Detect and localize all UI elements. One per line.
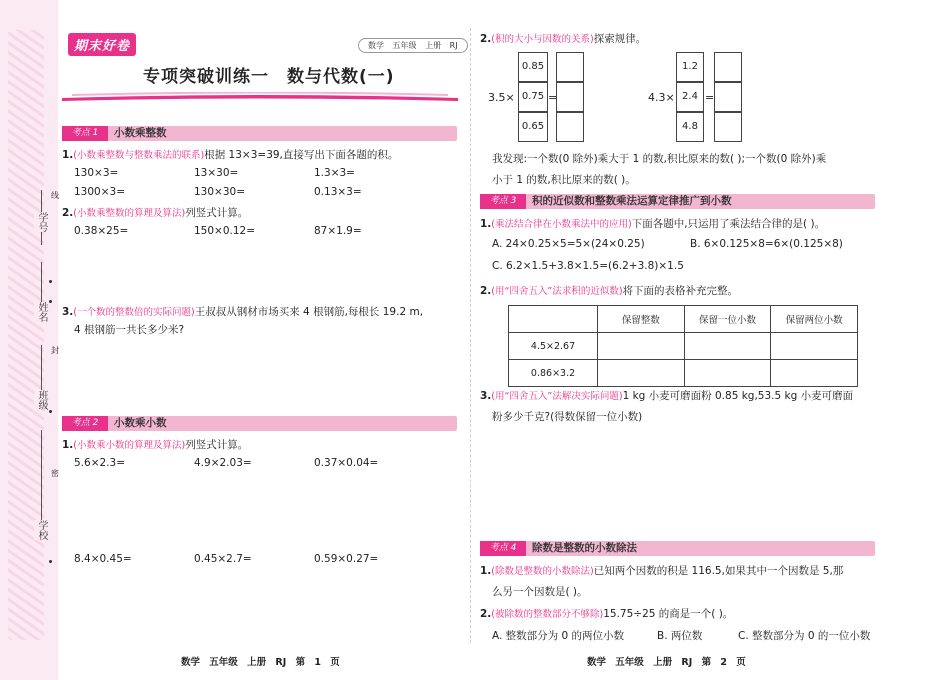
- option-a[interactable]: A. 24×0.25×5=5×(24×0.25): [492, 238, 645, 250]
- sidebar-dot: [49, 560, 52, 563]
- question-text: 下面各题中,只运用了乘法结合律的是( )。: [631, 218, 826, 230]
- question-text: 已知两个因数的积是 116.5,如果其中一个因数是 5,那: [593, 565, 844, 577]
- question-1-1: [62, 147, 398, 162]
- question-topic: (小数乘整数的算理及算法): [73, 208, 186, 219]
- pattern-factor-b: 4.3×: [648, 91, 675, 104]
- table-cell-answer[interactable]: [598, 360, 685, 387]
- table-header: 保留两位小数: [771, 306, 858, 333]
- question-text: 探索规律。: [593, 33, 647, 45]
- expression: 5.6×2.3=: [74, 457, 125, 469]
- sidebar-label-name: 姓名: [36, 302, 47, 322]
- question-3-3: [480, 388, 853, 403]
- question-text: 王叔叔从钢材市场买来 4 根钢筋,每根长 19.2 m,: [194, 306, 424, 318]
- question-4-2: [480, 606, 733, 621]
- breadcrumb-item: RJ: [449, 41, 458, 50]
- option-a[interactable]: A. 整数部分为 0 的两位小数: [492, 630, 625, 642]
- expression: 0.38×25=: [74, 225, 129, 237]
- section-header-2: [62, 416, 457, 431]
- option-b[interactable]: B. 两位数: [657, 630, 703, 642]
- pattern-factor-a: 3.5×: [488, 91, 515, 104]
- question-topic: (小数乘小数的算理及算法): [73, 440, 186, 451]
- table-cell-answer[interactable]: [771, 360, 858, 387]
- expression: 0.59×0.27=: [314, 553, 379, 565]
- pattern-value: 2.4: [676, 82, 704, 112]
- section-tag: 考点 1: [62, 126, 108, 141]
- question-topic: (用“四舍五入”法求积的近似数): [491, 286, 623, 297]
- section-title: 小数乘小数: [114, 417, 167, 429]
- question-number: 2.: [62, 207, 74, 219]
- question-topic: (积的大小与因数的关系): [491, 34, 594, 45]
- equals-sign: =: [705, 91, 715, 104]
- cut-mark-tight: 密: [51, 469, 59, 478]
- page-footer-right: 数学 五年级 上册 RJ 第 2 页: [587, 657, 746, 668]
- title-underline-decoration: [62, 92, 458, 102]
- question-text: 根据 13×3=39,直接写出下面各题的积。: [204, 149, 399, 161]
- cut-mark-seal: 封: [51, 346, 59, 355]
- question-text: 15.75÷25 的商是一个( )。: [603, 608, 734, 620]
- answer-box[interactable]: [714, 112, 742, 142]
- question-right-2: [480, 31, 646, 46]
- expression: 8.4×0.45=: [74, 553, 132, 565]
- table-row: [509, 333, 858, 360]
- pattern-value: 0.85: [518, 52, 548, 82]
- pattern-value: 0.65: [518, 112, 548, 142]
- question-number: 2.: [480, 285, 492, 297]
- exam-badge: 期末好卷: [68, 33, 136, 56]
- binding-sidebar: [0, 0, 58, 680]
- table-cell-answer[interactable]: [771, 333, 858, 360]
- rounding-table: [508, 305, 858, 387]
- sidebar-line: [41, 345, 42, 390]
- question-topic: (除数是整数的小数除法): [491, 566, 594, 577]
- page-footer-left: 数学 五年级 上册 RJ 第 1 页: [181, 657, 340, 668]
- sidebar-pattern: [8, 30, 44, 640]
- expression: 0.45×2.7=: [194, 553, 252, 565]
- section-title: 积的近似数和整数乘法运算定律推广到小数: [532, 195, 732, 207]
- pattern-value: 0.75: [518, 82, 548, 112]
- question-number: 2.: [480, 608, 492, 620]
- title-sub: 数与代数(一): [287, 67, 395, 87]
- section-header-1: [62, 126, 457, 141]
- question-topic: (被除数的整数部分不够除): [491, 609, 604, 620]
- sidebar-dot: [49, 300, 52, 303]
- question-number: 1.: [480, 218, 492, 230]
- question-3-2: [480, 283, 738, 298]
- section-tag: 考点 4: [480, 541, 526, 556]
- table-header: 保留整数: [598, 306, 685, 333]
- sidebar-line: [41, 430, 42, 520]
- option-b[interactable]: B. 6×0.125×8=6×(0.125×8): [690, 238, 843, 250]
- expression: 1.3×3=: [314, 167, 355, 179]
- cut-mark-line: 线: [51, 191, 59, 200]
- pattern-value: 1.2: [676, 52, 704, 82]
- question-text-cont: 4 根钢筋一共长多少米?: [74, 324, 185, 336]
- sidebar-dot: [49, 280, 52, 283]
- question-number: 3.: [480, 390, 492, 402]
- expression: 130×3=: [74, 167, 119, 179]
- equals-sign: =: [548, 91, 558, 104]
- question-number: 3.: [62, 306, 74, 318]
- sidebar-line: [41, 262, 42, 307]
- breadcrumb: [358, 38, 468, 53]
- answer-box[interactable]: [556, 52, 584, 82]
- table-cell-answer[interactable]: [684, 333, 771, 360]
- question-text-cont: 粉多少千克?(得数保留一位小数): [492, 411, 643, 423]
- breadcrumb-item: 五年级: [392, 41, 417, 50]
- question-topic: (一个数的整数倍的实际问题): [73, 307, 195, 318]
- table-row: [509, 360, 858, 387]
- table-header: [509, 306, 598, 333]
- question-number: 2.: [480, 33, 492, 45]
- question-number: 1.: [62, 439, 74, 451]
- section-header-4: [480, 541, 875, 556]
- finding-text: 我发现:一个数(0 除外)乘大于 1 的数,积比原来的数( );一个数(0 除外)乘: [492, 153, 827, 165]
- question-number: 1.: [62, 149, 74, 161]
- sidebar-label-student-no: 学号: [36, 212, 47, 232]
- answer-box[interactable]: [556, 112, 584, 142]
- section-title: 小数乘整数: [114, 127, 167, 139]
- page-title: [143, 62, 395, 87]
- finding-text-cont: 小于 1 的数,积比原来的数( )。: [492, 174, 636, 186]
- expression: 150×0.12=: [194, 225, 256, 237]
- answer-box[interactable]: [556, 82, 584, 112]
- page-divider: [470, 28, 471, 643]
- sidebar-label-school: 学校: [36, 520, 47, 540]
- question-number: 1.: [480, 565, 492, 577]
- table-cell-answer[interactable]: [598, 333, 685, 360]
- section-tag: 考点 3: [480, 194, 526, 209]
- question-1-2: [62, 205, 248, 220]
- question-text: 将下面的表格补充完整。: [622, 285, 739, 297]
- question-text: 列竖式计算。: [185, 207, 249, 219]
- question-4-1: [480, 563, 843, 578]
- table-cell-expr: 0.86×3.2: [509, 360, 598, 387]
- option-c[interactable]: C. 6.2×1.5+3.8×1.5=(6.2+3.8)×1.5: [492, 260, 684, 272]
- breadcrumb-item: 数学: [368, 41, 384, 50]
- section-header-3: [480, 194, 875, 209]
- answer-box[interactable]: [714, 52, 742, 82]
- table-cell-answer[interactable]: [684, 360, 771, 387]
- expression: 1300×3=: [74, 186, 125, 198]
- question-text: 1 kg 小麦可磨面粉 0.85 kg,53.5 kg 小麦可磨面: [622, 390, 854, 402]
- question-text-cont: 么另一个因数是( )。: [492, 586, 588, 598]
- question-topic: (乘法结合律在小数乘法中的应用): [491, 219, 632, 230]
- question-topic: (小数乘整数与整数乘法的联系): [73, 150, 205, 161]
- expression: 13×30=: [194, 167, 239, 179]
- question-1-3: [62, 304, 423, 319]
- pattern-value: 4.8: [676, 112, 704, 142]
- expression: 4.9×2.03=: [194, 457, 252, 469]
- title-main: 专项突破训练一: [143, 67, 269, 87]
- expression: 130×30=: [194, 186, 245, 198]
- section-tag: 考点 2: [62, 416, 108, 431]
- breadcrumb-item: 上册: [425, 41, 442, 50]
- expression: 0.13×3=: [314, 186, 362, 198]
- expression: 0.37×0.04=: [314, 457, 379, 469]
- section-title: 除数是整数的小数除法: [532, 542, 637, 554]
- expression: 87×1.9=: [314, 225, 362, 237]
- sidebar-dot: [49, 410, 52, 413]
- table-header: 保留一位小数: [684, 306, 771, 333]
- answer-box[interactable]: [714, 82, 742, 112]
- question-topic: (用“四舍五入”法解决实际问题): [491, 391, 623, 402]
- option-c[interactable]: C. 整数部分为 0 的一位小数: [738, 630, 871, 642]
- table-header-row: [509, 306, 858, 333]
- question-3-1: [480, 216, 825, 231]
- table-cell-expr: 4.5×2.67: [509, 333, 598, 360]
- question-2-1: [62, 437, 248, 452]
- sidebar-label-class: 班级: [36, 390, 47, 410]
- question-text: 列竖式计算。: [185, 439, 249, 451]
